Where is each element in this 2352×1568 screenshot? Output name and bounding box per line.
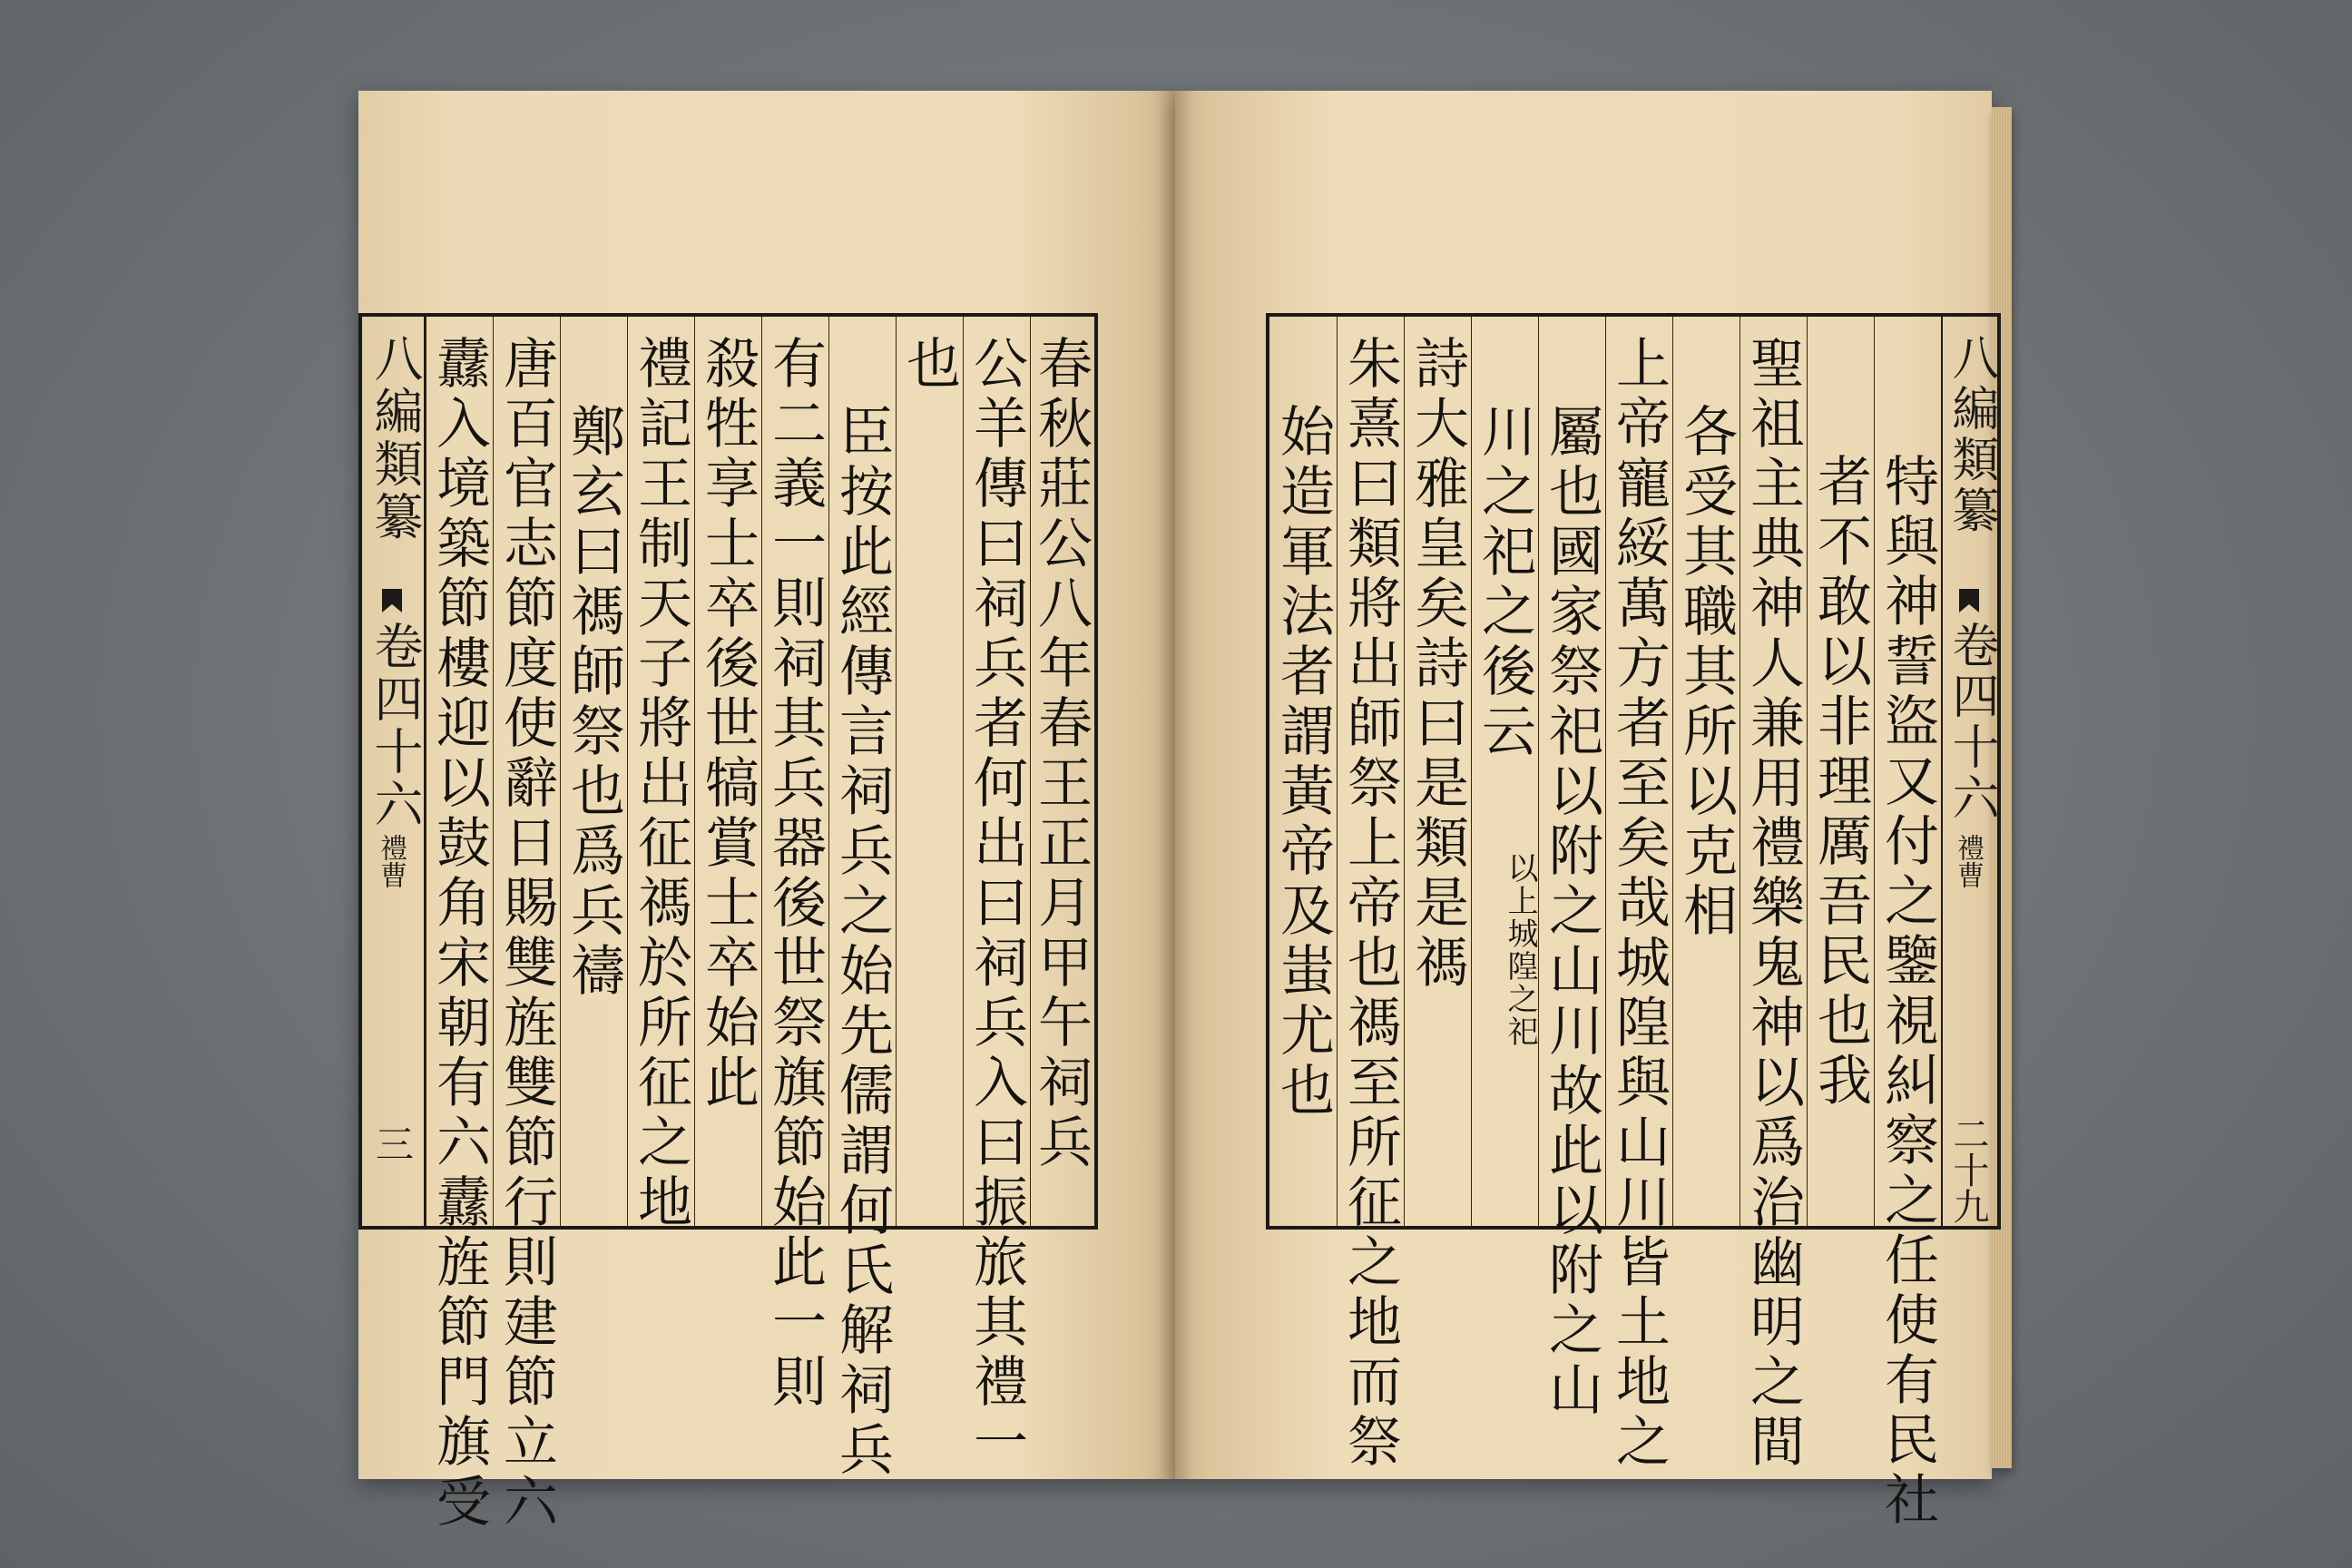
left-column-4-text: 臣按此經傳言祠兵之始先儒謂何氏解祠兵: [830, 403, 894, 1481]
left-margin-volume: 卷四十六: [367, 621, 424, 831]
right-fish-tail-mark: [1959, 589, 1979, 612]
book-gutter: [1157, 91, 1193, 1479]
right-column-5-text: 上帝寵綏萬方者至矣哉城隍與山川皆土地之: [1607, 335, 1671, 1473]
right-column-3: [1740, 317, 1807, 1473]
right-column-9: [1337, 317, 1404, 1473]
right-column-3-text: 聖祖主典神人兼用禮樂鬼神以爲治幽明之間: [1741, 335, 1805, 1473]
right-column-6-text: 屬也國家祭祀以附之山川故此以附之山: [1540, 403, 1603, 1421]
right-column-10: [1269, 317, 1337, 1226]
right-margin-folio: 二十九: [1947, 1115, 1989, 1224]
right-text-frame: [1266, 313, 2001, 1531]
left-margin-section: 禮曹: [375, 834, 407, 888]
right-column-2-text: 者不敢以非理厲吾民也我: [1808, 453, 1872, 1112]
left-column-7-text: 禮記王制天子將出征禡於所征之地: [629, 335, 692, 1233]
right-column-4: [1672, 317, 1740, 1226]
left-column-5-text: 有二義一則祠其兵器後世祭旗節始此一則: [763, 335, 827, 1413]
right-column-1-text: 特與神誓盜又付之鑒視糾察之任使有民社: [1876, 453, 1939, 1531]
right-margin-section: 禮曹: [1952, 834, 1984, 888]
right-column-4-text: 各受其職其所以克相: [1674, 403, 1738, 942]
right-column-5: [1605, 317, 1672, 1473]
left-column-10: [426, 317, 493, 1533]
left-column-3-text: 也: [897, 335, 961, 395]
right-margin-volume: 卷四十六: [1944, 621, 1998, 824]
left-column-2-text: 公羊傳曰祠兵者何出曰祠兵入曰振旅其禮一: [965, 335, 1028, 1473]
left-column-8-text: 鄭玄曰禡師祭也爲兵禱: [562, 403, 625, 1002]
right-column-8: [1404, 317, 1471, 1226]
left-column-10-text: 纛入境築節樓迎以鼓角宋朝有六纛旌節門旗受: [427, 335, 491, 1533]
left-column-9: [493, 317, 560, 1533]
left-column-6: [694, 317, 761, 1226]
left-column-1: [1030, 317, 1094, 1226]
left-column-7: [627, 317, 694, 1233]
left-margin-column: [362, 317, 426, 1226]
right-column-6: [1538, 317, 1605, 1421]
right-column-10-text: 始造軍法者謂黃帝及蚩尤也: [1271, 403, 1335, 1122]
right-margin-title: 八編類纂: [1944, 333, 1998, 536]
right-column-9-text: 朱熹曰類將出師祭上帝也禡至所征之地而祭: [1338, 335, 1402, 1473]
left-column-2: [963, 317, 1030, 1473]
open-book: [358, 91, 2005, 1533]
left-column-5: [761, 317, 828, 1413]
right-column-7-note: 以上城隍之祀: [1502, 852, 1538, 1048]
left-text-frame: [358, 313, 1098, 1533]
right-column-7: [1471, 317, 1538, 1226]
left-column-8: [560, 317, 627, 1226]
left-column-9-text: 唐百官志節度使辭日賜雙旌雙節行則建節立六: [495, 335, 558, 1533]
right-column-1: [1874, 317, 1941, 1531]
left-margin-folio: 三: [370, 1124, 415, 1162]
left-column-1-text: 春秋莊公八年春王正月甲午祠兵: [1029, 335, 1093, 1173]
left-column-4: [828, 317, 896, 1481]
right-margin-column: [1941, 317, 1997, 1226]
right-column-7-text: 川之祀之後云: [1473, 403, 1536, 762]
right-column-8-text: 詩大雅皇矣詩曰是類是禡: [1406, 335, 1469, 994]
left-column-6-text: 殺牲享士卒後世犒賞士卒始此: [696, 335, 760, 1113]
right-column-2: [1807, 317, 1874, 1226]
left-margin-title: 八編類纂: [367, 333, 424, 544]
left-fish-tail-mark: [382, 589, 402, 612]
left-column-3: [896, 317, 963, 1226]
